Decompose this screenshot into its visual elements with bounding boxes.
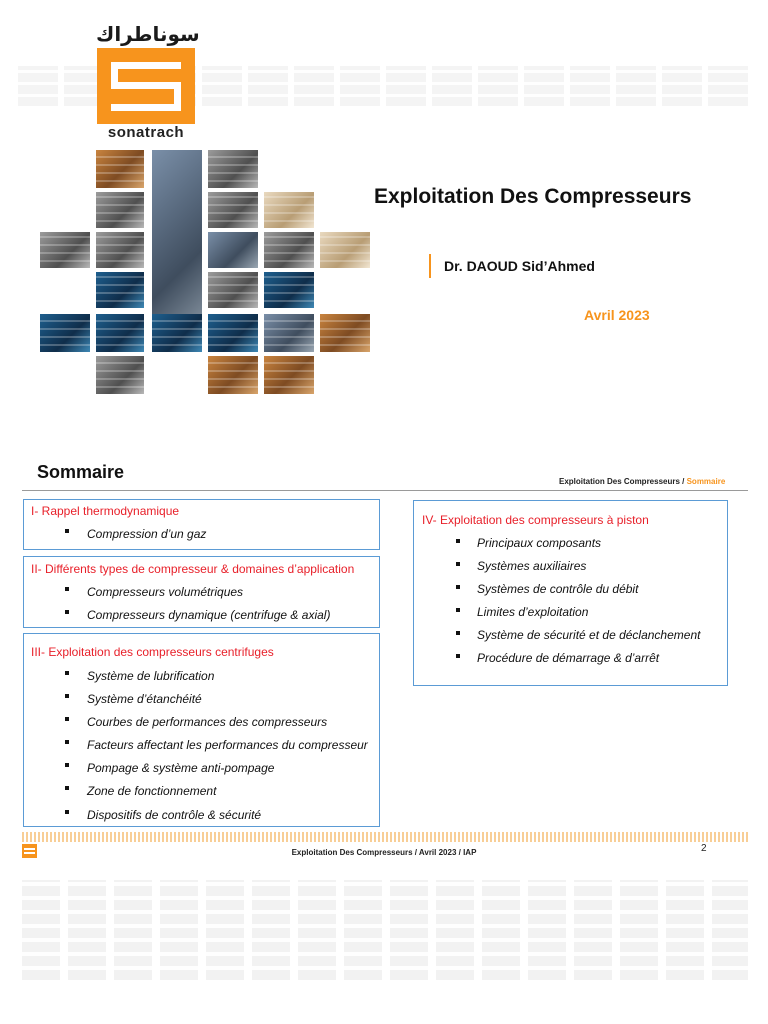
mosaic-photo-tile <box>40 232 90 268</box>
page-number: 2 <box>701 843 707 854</box>
bullet-icon <box>65 694 69 698</box>
section-title: III- Exploitation des compresseurs centrifuges <box>31 645 274 659</box>
bullet-icon <box>65 786 69 790</box>
mosaic-photo-tile <box>152 314 202 352</box>
mosaic-photo-tile <box>208 272 258 308</box>
list-item: Systèmes auxiliaires <box>477 559 587 573</box>
bullet-icon <box>65 671 69 675</box>
mosaic-photo-tile <box>208 150 258 188</box>
slide-title: Sommaire <box>37 462 125 482</box>
footer-pattern-band <box>22 832 748 842</box>
bullet-icon <box>65 717 69 721</box>
logo-arabic-text: سوناطراك <box>96 22 200 46</box>
list-item: Compresseurs volumétriques <box>87 585 244 599</box>
breadcrumb-path: Exploitation Des Compresseurs / <box>559 477 687 486</box>
mosaic-photo-tile <box>320 314 370 352</box>
breadcrumb-current: Sommaire <box>686 477 726 486</box>
bullet-icon <box>456 585 460 589</box>
sonatrach-logo-icon <box>97 48 195 124</box>
mosaic-photo-tile <box>264 192 314 228</box>
mosaic-photo-tile <box>264 272 314 308</box>
mosaic-photo-tile <box>208 314 258 352</box>
summary-slide <box>0 440 768 1024</box>
presentation-title: Exploitation Des Compresseurs <box>374 185 692 208</box>
list-item: Systèmes de contrôle du débit <box>477 582 639 596</box>
section-title: I- Rappel thermodynamique <box>31 504 180 518</box>
mosaic-photo-tile <box>96 356 144 394</box>
list-item: Pompage & système anti-pompage <box>87 761 275 775</box>
bullet-icon <box>456 654 460 658</box>
list-item: Compresseurs dynamique (centrifuge & axial) <box>87 608 331 622</box>
list-item: Dispositifs de contrôle & sécurité <box>87 808 262 822</box>
bullet-icon <box>65 610 69 614</box>
mosaic-photo-tile <box>208 356 258 394</box>
list-item: Système de sécurité et de déclanchement <box>477 628 701 642</box>
bullet-icon <box>65 587 69 591</box>
mosaic-photo-tile <box>96 150 144 188</box>
mosaic-photo-tile <box>96 192 144 228</box>
bullet-icon <box>456 608 460 612</box>
list-item: Principaux composants <box>477 536 602 550</box>
logo-text: sonatrach <box>107 124 185 141</box>
photo-mosaic <box>38 148 372 396</box>
section-title: IV- Exploitation des compresseurs à piston <box>422 513 649 527</box>
section-title: II- Différents types de compresseur & domaines d’application <box>31 562 355 576</box>
mosaic-photo-tile <box>264 232 314 268</box>
mosaic-photo-tile <box>264 356 314 394</box>
section-box-2 <box>23 556 380 628</box>
title-slide <box>0 0 768 420</box>
mosaic-photo-tile <box>320 232 370 268</box>
list-item: Zone de fonctionnement <box>87 784 217 798</box>
section-box-1 <box>23 499 380 550</box>
mosaic-photo-tile <box>96 314 144 352</box>
list-item: Procédure de démarrage & d’arrêt <box>477 651 660 665</box>
footer-text: Exploitation Des Compresseurs / Avril 2023 / IAP <box>291 848 477 857</box>
header-divider <box>22 490 748 491</box>
list-item: Limites d’exploitation <box>477 605 589 619</box>
mosaic-photo-tile <box>208 192 258 228</box>
list-item: Compression d’un gaz <box>87 527 207 541</box>
bullet-icon <box>65 529 69 533</box>
bullet-icon <box>65 810 69 814</box>
list-item: Système de lubrification <box>87 669 215 683</box>
bullet-icon <box>456 562 460 566</box>
section-box-4 <box>413 500 728 686</box>
section-box-3 <box>23 633 380 827</box>
author-name: Dr. DAOUD Sid’Ahmed <box>444 258 595 274</box>
mosaic-photo-tile <box>96 232 144 268</box>
bullet-icon <box>456 631 460 635</box>
list-item: Facteurs affectant les performances du compresseur <box>87 738 368 752</box>
mosaic-photo-tile <box>264 314 314 352</box>
mosaic-photo-tile <box>208 232 258 268</box>
presentation-date: Avril 2023 <box>584 307 650 323</box>
breadcrumb <box>559 477 725 486</box>
bullet-icon <box>456 539 460 543</box>
mosaic-photo-tile <box>96 272 144 308</box>
list-item: Système d’étanchéité <box>87 692 202 706</box>
list-item: Courbes de performances des compresseurs <box>87 715 328 729</box>
mosaic-photo-tile <box>40 314 90 352</box>
background-pattern-band <box>22 880 748 980</box>
bullet-icon <box>65 763 69 767</box>
bullet-icon <box>65 740 69 744</box>
author-accent-bar <box>429 254 431 278</box>
